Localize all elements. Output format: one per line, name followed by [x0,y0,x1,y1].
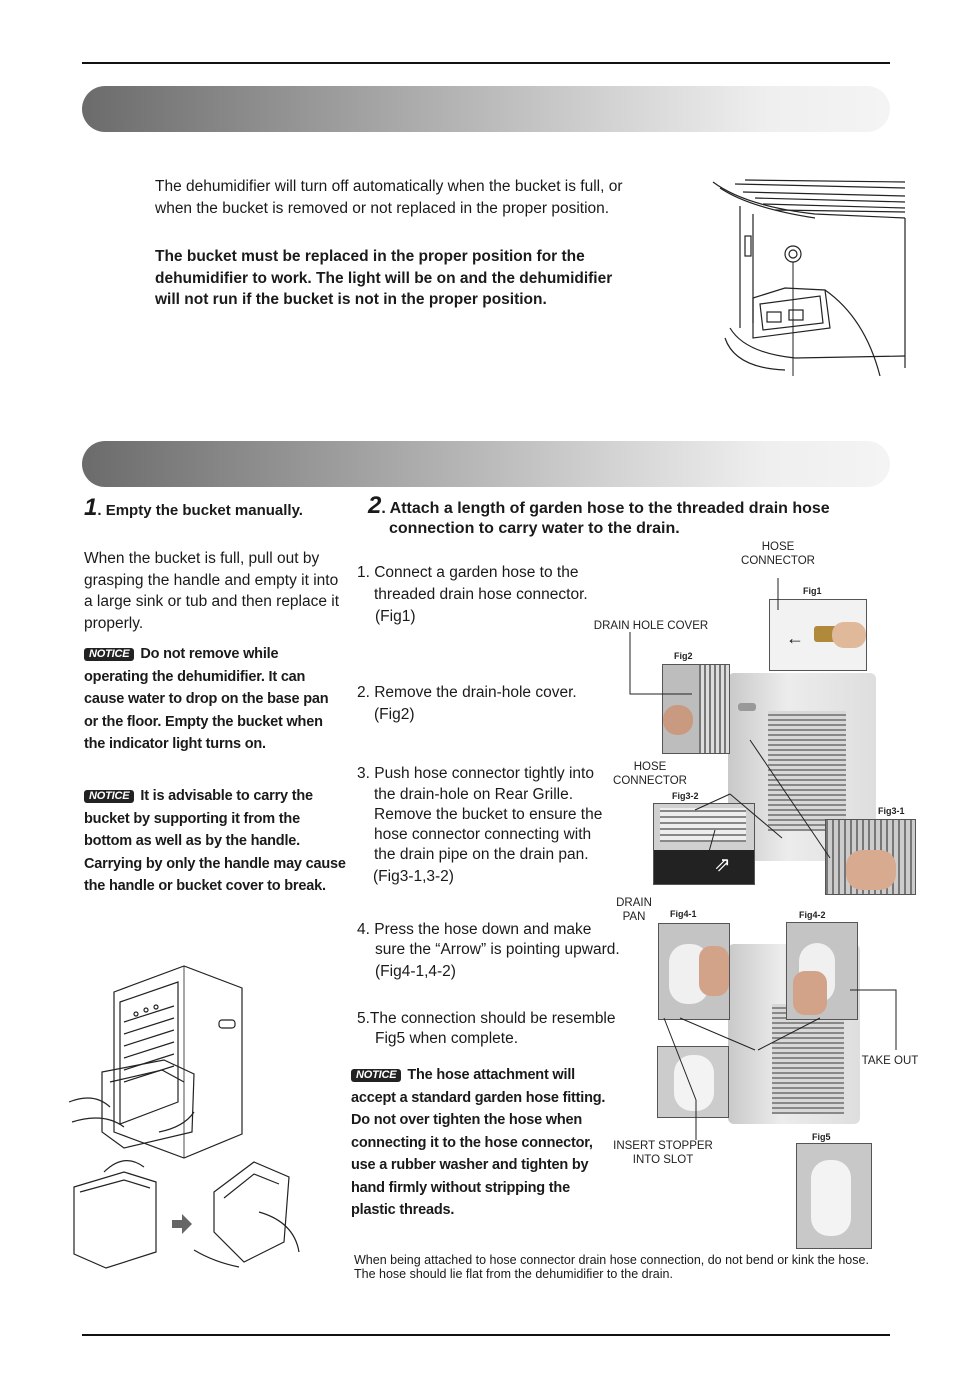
arrow-left-icon: ← [786,628,804,648]
step2-heading-text: . Attach a length of garden hose to the threaded drain hose connection to carry water to the drain. [381,500,830,537]
notice-3 [351,1064,609,1222]
notice-badge: NOTICE [84,648,134,661]
step-press-hose [357,920,620,982]
label-hose-connector-top: HOSE CONNECTOR [741,541,815,567]
step2-heading [368,492,899,539]
fig4-2-tag: Fig4-2 [799,910,826,920]
notice-2-lead: It is advisable to carry the [140,788,313,804]
step-line: hose connector connecting with [374,826,592,843]
step-remove-cover [357,683,577,725]
step2-number: 2 [368,492,382,519]
step-push-connector [357,764,602,887]
label-take-out: TAKE OUT [861,1055,919,1067]
step-line: 1. Connect a garden hose to the [357,564,579,581]
step-line: 3. Push hose connector tightly into [357,765,594,782]
fig5-tag: Fig5 [812,1132,831,1142]
notice-3-lead: The hose attachment will [407,1067,575,1083]
arrow-icon: ⇗ [714,854,731,876]
step-line: the drain-hole on Rear Grille. [374,786,574,803]
step-line: sure the “Arrow” is pointing upward. [375,941,620,958]
label-insert-stopper: INSERT STOPPER INTO SLOT [613,1140,713,1166]
step-line: 5.The connection should be resemble [357,1010,616,1027]
step-line: (Fig2) [374,706,415,723]
label-hose-connector-mid: HOSE CONNECTOR [613,761,687,787]
notice-1-lead: Do not remove while [140,646,279,662]
bucket-removal-illustration [64,962,354,1280]
footnote-line: The hose should lie flat from the dehumidifier to the drain. [354,1267,673,1281]
step1-number: 1 [84,494,98,521]
step-line: Remove the bucket to ensure the [374,806,603,823]
step-line: (Fig3-1,3-2) [373,868,454,885]
step-line: (Fig1) [375,608,416,625]
bucket-switch-illustration [705,178,910,376]
top-rule [82,62,890,64]
bottom-rule [82,1334,890,1336]
leader-lines [600,540,920,1160]
hose-footnote [354,1253,914,1281]
step-line: the drain pipe on the drain pan. [374,846,589,863]
step1-heading [84,494,354,522]
notice-1-rest: operating the dehumidifier. It can cause water to drop on the base pan or the floor. Empty the bucket when the indicator light turns on. [84,668,329,752]
step-line: 2. Remove the drain-hole cover. [357,684,577,701]
fig3-2-tag: Fig3-2 [672,791,699,801]
step1-heading-text: . Empty the bucket manually. [97,502,303,519]
fig4-1-tag: Fig4-1 [670,909,697,919]
notice-2 [84,785,346,898]
notice-2-rest: bucket by supporting it from the bottom as well as by the handle. Carrying by only the handle may cause the handle or bucket cover to break. [84,810,346,894]
empty-bucket-instructions: When the bucket is full, pull out by grasping the handle and empty it into a large sink or tub and then replace it properly. [84,550,340,632]
step-line: Fig5 when complete. [375,1030,519,1047]
fig3-1-tag: Fig3-1 [878,806,905,816]
label-drain-hole-cover: DRAIN HOLE COVER [593,620,709,632]
footnote-line: When being attached to hose connector drain hose connection, do not bend or kink the hose. [354,1253,869,1267]
step-line: threaded drain hose connector. [374,586,588,603]
section-banner-2 [82,441,890,487]
notice-badge: NOTICE [351,1069,401,1082]
auto-shutoff-text: The dehumidifier will turn off automatically when the bucket is full, or when the bucket is removed or not replaced in the proper position. [155,178,623,217]
step-line: 4. Press the hose down and make [357,921,592,938]
step-line: (Fig4-1,4-2) [375,963,456,980]
section-banner-1 [82,86,890,132]
bucket-position-warning: The bucket must be replaced in the proper position for the dehumidifier to work. The light will be on and the dehumidifier will not run if the bucket is not in the proper position. [155,248,613,308]
notice-3-rest: accept a standard garden hose fitting. Do not over tighten the hose when connecting it to the hose connector, use a rubber washer and tighten by hand firmly without stripping the plastic threads. [351,1089,606,1218]
step-connect-hose [357,563,588,627]
fig1-tag: Fig1 [803,586,822,596]
fig2-tag: Fig2 [674,651,693,661]
step-connection-complete [357,1009,616,1049]
label-drain-pan: DRAIN PAN [616,897,652,923]
notice-badge: NOTICE [84,790,134,803]
notice-1 [84,643,346,756]
